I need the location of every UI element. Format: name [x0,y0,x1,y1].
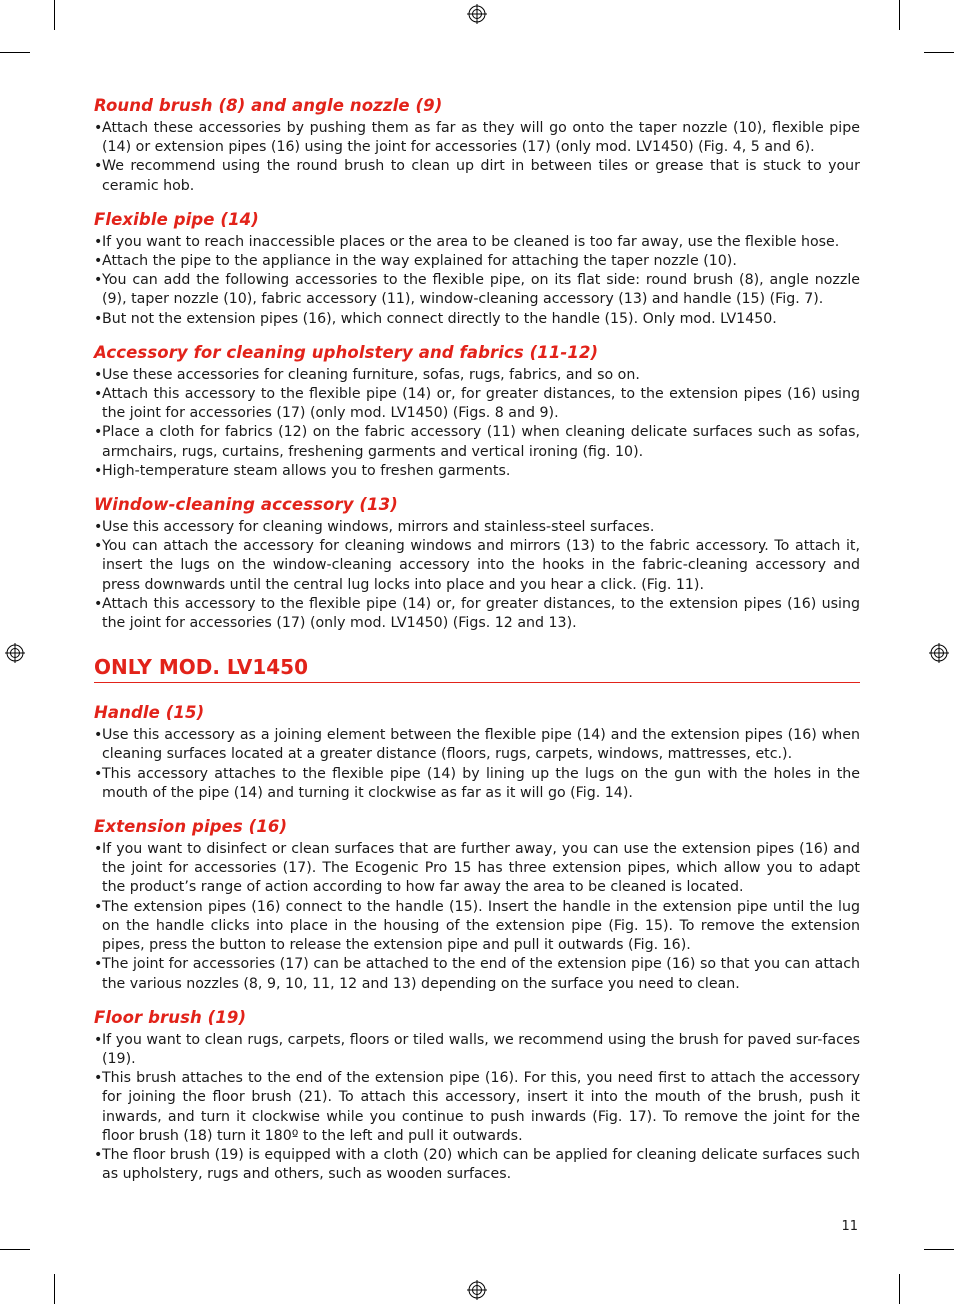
section-title: Flexible pipe (14) [94,209,259,229]
registration-mark-icon [467,4,487,24]
page-number: 11 [841,1219,858,1234]
list-item: • If you want to disinfect or clean surfaces that are further away, you can use the extension pipes (16) and the joint for accessories (17). The Ecogenic Pro 15 has three extension pipes, which allow you to adapt the product’s range of action according to how far away the area to be cleaned is located. [94,840,860,898]
section-title: Handle (15) [94,703,205,723]
bullet-list [94,518,860,633]
section-title: Round brush (8) and angle nozzle (9) [94,96,443,115]
bullet-list [94,840,860,994]
registration-mark-icon [467,1280,487,1300]
crop-mark [0,1249,30,1250]
crop-mark [54,1274,55,1304]
list-item: • This accessory attaches to the flexible pipe (14) by lining up the lugs on the gun with the holes in the mouth of the pipe (14) and turning it clockwise as far as it will go (Fig. 14). [94,765,860,803]
list-item: • Use this accessory as a joining element between the flexible pipe (14) and the extension pipes (16) when cleaning surfaces located at a greater distance (floors, rugs, carpets, windows, mattresses, etc.). [94,726,860,764]
list-item: • The floor brush (19) is equipped with a cloth (20) which can be applied for cleaning delicate surfaces such as upholstery, rugs and others, such as wooden surfaces. [94,1146,860,1184]
list-item: • If you want to reach inaccessible places or the area to be cleaned is too far away, use the flexible hose. [94,233,860,252]
section-title: Extension pipes (16) [94,817,288,837]
list-item: • Place a cloth for fabrics (12) on the fabric accessory (11) when cleaning delicate surfaces such as sofas, armchairs, rugs, curtains, freshening garments and vertical ironing (fig. 10). [94,423,860,461]
crop-mark [54,0,55,30]
section-title: Floor brush (19) [94,1007,247,1027]
registration-mark-icon [929,643,949,663]
model-heading: ONLY MOD. LV1450 [94,655,860,683]
crop-mark [924,1249,954,1250]
list-item: • Use these accessories for cleaning furniture, sofas, rugs, fabrics, and so on. [94,366,860,385]
crop-mark [899,1274,900,1304]
list-item: • High-temperature steam allows you to freshen garments. [94,462,860,481]
document-page [94,96,860,1198]
bullet-list [94,366,860,481]
list-item: • You can add the following accessories to the flexible pipe, on its flat side: round brush (8), angle nozzle (9), taper nozzle (10), fabric accessory (11), window-cleaning accessory (13) and handle (15) (Fig. 7). [94,271,860,309]
section-title: Accessory for cleaning upholstery and fabrics (11-12) [94,342,599,362]
bullet-list [94,726,860,803]
list-item: • You can attach the accessory for cleaning windows and mirrors (13) to the fabric accessory. To attach it, insert the lugs on the window-cleaning accessory into the hooks in the fabric-cleaning accessory and press downwards until the central lug locks into place and you hear a click. (Fig. 11). [94,537,860,595]
list-item: • The joint for accessories (17) can be attached to the end of the extension pipe (16) so that you can attach the various nozzles (8, 9, 10, 11, 12 and 13) depending on the surface you need to clean. [94,955,860,993]
crop-mark [0,52,30,53]
section-title: Window-cleaning accessory (13) [94,495,398,515]
list-item: • But not the extension pipes (16), which connect directly to the handle (15). Only mod. LV1450. [94,310,860,329]
bullet-list [94,233,860,329]
list-item: • The extension pipes (16) connect to the handle (15). Insert the handle in the extension pipe until the lug on the handle clicks into place in the housing of the extension pipe (Fig. 15). To remove the extension pipes, press the button to release the extension pipe and pull it outwards (Fig. 16). [94,898,860,956]
list-item: • If you want to clean rugs, carpets, floors or tiled walls, we recommend using the brush for paved sur-faces (19). [94,1031,860,1069]
crop-mark [924,52,954,53]
bullet-list [94,119,860,196]
list-item: • We recommend using the round brush to clean up dirt in between tiles or grease that is stuck to your ceramic hob. [94,157,860,195]
crop-mark [899,0,900,30]
registration-mark-icon [5,643,25,663]
bullet-list [94,1031,860,1185]
list-item: • Attach this accessory to the flexible pipe (14) or, for greater distances, to the extension pipes (16) using the joint for accessories (17) (only mod. LV1450) (Figs. 12 and 13). [94,595,860,633]
list-item: • Attach this accessory to the flexible pipe (14) or, for greater distances, to the extension pipes (16) using the joint for accessories (17) (only mod. LV1450) (Figs. 8 and 9). [94,385,860,423]
list-item: • Attach the pipe to the appliance in the way explained for attaching the taper nozzle (10). [94,252,860,271]
list-item: • This brush attaches to the end of the extension pipe (16). For this, you need first to attach the accessory for joining the floor brush (21). To attach this accessory, insert it into the mouth of the brush, push it inwards, and turn it clockwise while you continue to push inwards (Fig. 17). To remove the joint for the floor brush (18) turn it 180º to the left and pull it outwards. [94,1069,860,1146]
list-item: • Use this accessory for cleaning windows, mirrors and stainless-steel surfaces. [94,518,860,537]
list-item: • Attach these accessories by pushing them as far as they will go onto the taper nozzle (10), flexible pipe (14) or extension pipes (16) using the joint for accessories (17) (only mod. LV1450) (Fig. 4, 5 and 6). [94,119,860,157]
